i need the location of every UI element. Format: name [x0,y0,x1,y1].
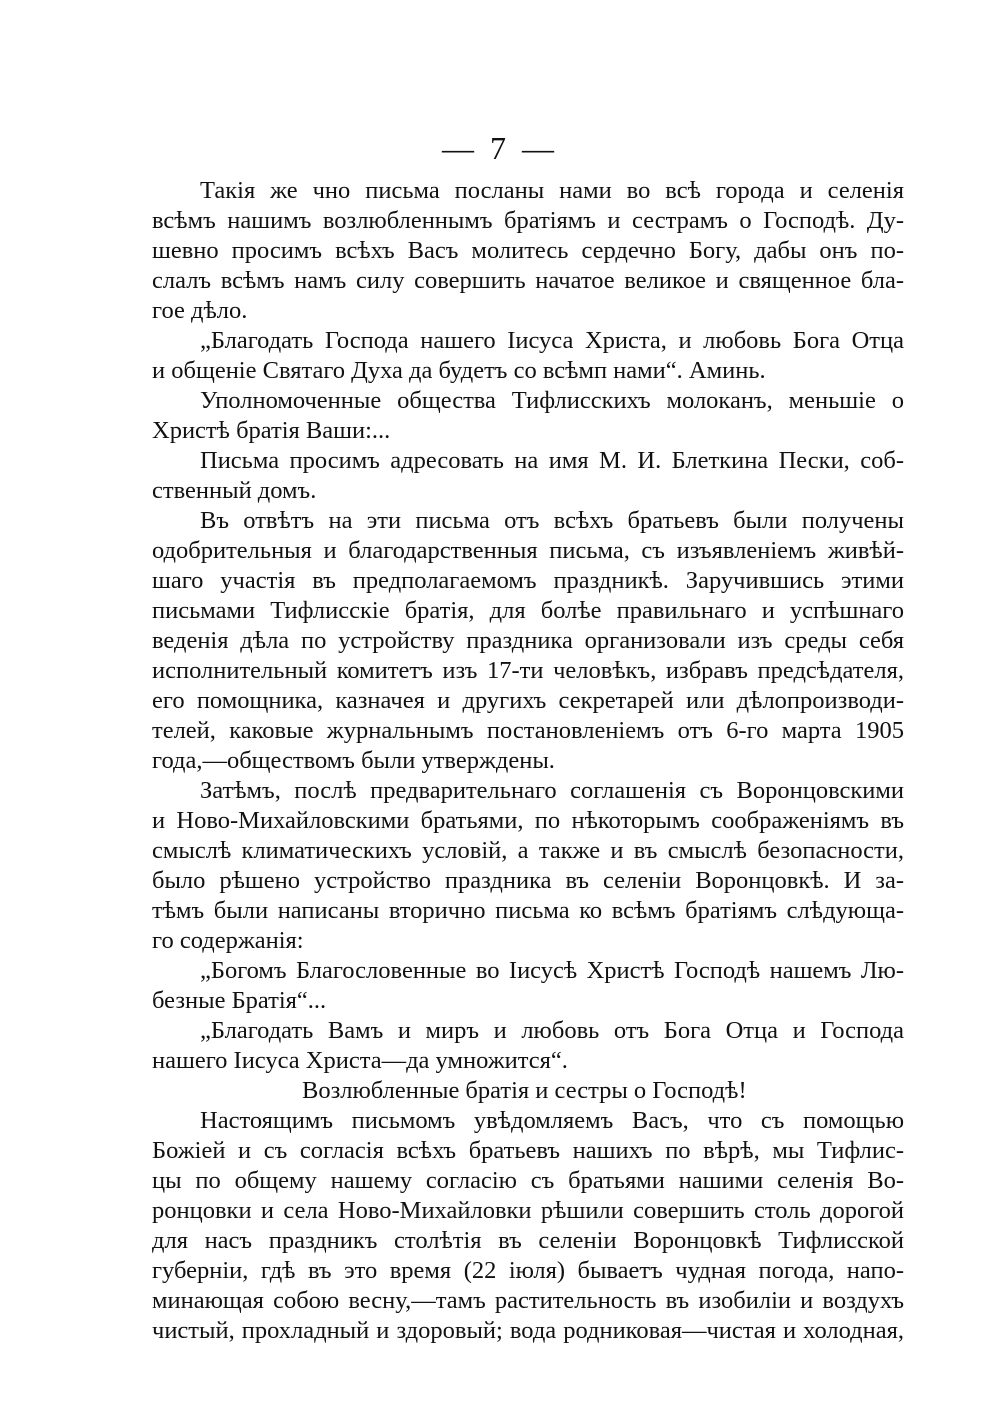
text-line: веденія дѣла по устройству праздника организовали изъ среды себя [152,627,904,654]
text-line: смыслѣ климатическихъ условій, а также и въ смыслѣ безопасности, [152,837,904,864]
text-line: Божіей и съ согласія всѣхъ братьевъ нашихъ по вѣрѣ, мы Тифлис- [152,1137,904,1164]
paragraph [152,956,904,1016]
text-line: исполнительный комитетъ изъ 17-ти человѣкъ, избравъ предсѣдателя, [152,657,904,684]
text-line: ронцовки и села Ново-Михайловки рѣшили совершить столь дорогой [152,1197,904,1224]
text-line: слалъ всѣмъ намъ силу совершить начатое великое и священное бла- [152,267,904,294]
text-line: Такія же чно письма посланы нами во всѣ города и селенія [200,177,904,204]
paragraph [152,1016,904,1076]
text-line: губерніи, гдѣ въ это время (22 іюля) бываетъ чудная погода, напо- [152,1257,904,1284]
paragraph [152,776,904,956]
paragraph [152,1106,904,1346]
text-line: и Ново-Михайловскими братьями, по нѣкоторымъ соображеніямъ въ [152,807,904,834]
text-line: ственный домъ. [152,477,317,504]
text-line: минающая собою весну,—тамъ растительность въ изобиліи и воздухъ [152,1287,904,1314]
paragraph [152,326,904,386]
text-line: нашего Іисуса Христа—да умножится“. [152,1047,568,1074]
text-line: его помощника, казначея и другихъ секретарей или дѣлопроизводи- [152,687,904,714]
text-line: чистый, прохладный и здоровый; вода родниковая—чистая и холодная, [152,1317,904,1344]
text-line: года,—обществомъ были утверждены. [152,747,555,774]
text-line: Уполномоченные общества Тифлисскихъ молоканъ, меньшіе о [200,387,904,414]
salutation [152,1076,904,1106]
paragraph [152,176,904,326]
text-line: одобрительныя и благодарственныя письма, съ изъявленіемъ живѣй- [152,537,904,564]
text-line: для насъ праздникъ столѣтія въ селеніи Воронцовкѣ Тифлисской [152,1227,904,1254]
text-line: Настоящимъ письмомъ увѣдомляемъ Васъ, что съ помощью [200,1107,904,1134]
text-line: цы по общему нашему согласію съ братьями нашими селенія Во- [152,1167,904,1194]
paragraph [152,506,904,776]
text-line: тѣмъ были написаны вторично письма ко всѣмъ братіямъ слѣдующа- [152,897,904,924]
paragraph [152,446,904,506]
page-number: — 7 — [442,130,558,166]
text-line: Въ отвѣтъ на эти письма отъ всѣхъ братьевъ были получены [200,507,904,534]
text-line: шевно просимъ всѣхъ Васъ молитесь сердечно Богу, дабы онъ по- [152,237,904,264]
body-text [152,176,904,1346]
text-line: телей, каковые журнальнымъ постановленіемъ отъ 6-го марта 1905 [152,717,904,744]
text-line: и общеніе Святаго Духа да будетъ со всѣмп нами“. Аминь. [152,357,766,384]
text-line: „Благодать Вамъ и миръ и любовь отъ Бога Отца и Господа [200,1017,904,1044]
text-line: Письма просимъ адресовать на имя М. И. Блеткина Пески, соб- [200,447,904,474]
text-line: гое дѣло. [152,297,248,324]
paragraph [152,386,904,446]
text-line: Христѣ братія Ваши:... [152,417,391,444]
text-line: го содержанія: [152,927,304,954]
text-line: шаго участія въ предполагаемомъ праздникѣ. Заручившись этими [152,567,904,594]
text-line: „Благодать Господа нашего Іисуса Христа, и любовь Бога Отца [200,327,904,354]
text-line: письмами Тифлисскіе братія, для болѣе правильнаго и успѣшнаго [152,597,904,624]
text-line: всѣмъ нашимъ возлюбленнымъ братіямъ и сестрамъ о Господѣ. Ду- [152,207,904,234]
text-line: Затѣмъ, послѣ предварительнаго соглашенія съ Воронцовскими [200,777,904,804]
text-line: Возлюбленные братія и сестры о Господѣ! [302,1077,747,1104]
text-line: безные Братія“... [152,987,327,1014]
text-line: „Богомъ Благословенные во Іисусѣ Христѣ Господѣ нашемъ Лю- [200,957,904,984]
text-line: было рѣшено устройство праздника въ селеніи Воронцовкѣ. И за- [152,867,904,894]
